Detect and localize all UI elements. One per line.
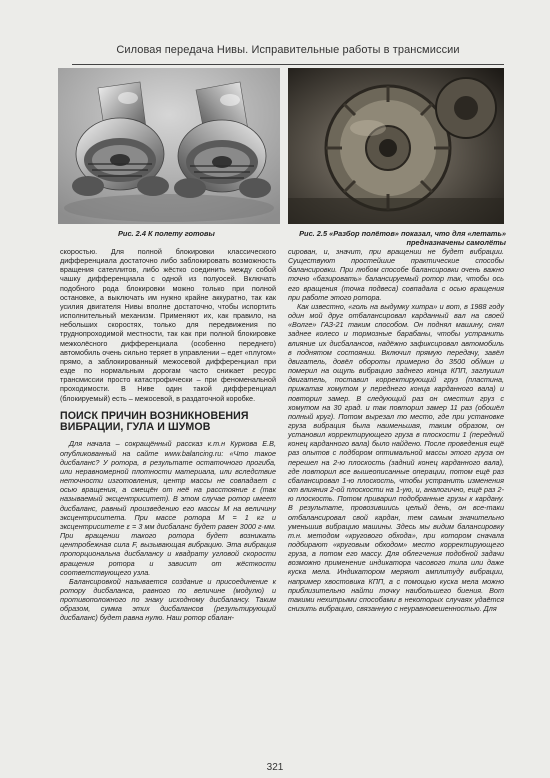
paragraph: Балансировкой называется создание и присоединение к ротору дисбаланса, равного по величине (модулю) и противоположного по знаку исходному дисбалансу. Таким образом, сумма этих дисбалансов (результирующий дисбаланс) будет равна нулю. Наш ротор сбалан- xyxy=(60,576,276,623)
differentials-illustration xyxy=(58,68,280,224)
section-heading: ПОИСК ПРИЧИН ВОЗНИКНОВЕНИЯ ВИБРАЦИИ, ГУЛА И ШУМОВ xyxy=(60,409,249,434)
paragraph: скоростью. Для полной блокировки классического дифференциала достаточно либо заблокировать возможность вращения сателлитов, либо жёстко соединить между собой чашку дифференциала с одной из полуосей. Включать подобного рода блокировки можно только при полной остановке, а выключать им нужно крайне аккуратно, так как усилия двигателя Нивы вполне достаточно, чтобы испортить исполнительный механизм. Применяют их, как правило, на небольших скоростях, только для передвижения по труднопроходимой местности, так как при полной блокировке межколёсного дифференциала (особенно переднего) автомобиль очень сильно теряет в управлении – едет «плугом» прямо, а заблокированный межосевой дифференциал при езде по нормальным дорогам часто снижает ресурс трансмиссии просто катастрофически – при феноменальной проходимости. В Ниве один такой дифференциал (блокируемый) есть – межосевой, в раздаточной коробке. xyxy=(60,247,276,403)
left-column xyxy=(60,247,276,623)
gears-illustration xyxy=(288,68,504,224)
running-header: Силовая передача Нивы. Исправительные работы в трансмиссии xyxy=(116,44,460,56)
right-column xyxy=(288,247,504,613)
figure-caption-2-5: Рис. 2.5 «Разбор полётов» показал, что для «летать» предназначены самолёты xyxy=(299,229,506,247)
page-number: 321 xyxy=(266,762,284,773)
paragraph: Как известно, «голь на выдумку хитра» и вот, в 1988 году один мой друг отбалансировал карданный вал на своей «Волге» ГАЗ-21 таким способом. Он поднял машину, снял заднее колесо и тормозные барабаны, чтобы устранить влияние их дисбалансов, надёжно зафиксировал автомобиль в поднятом состоянии. Включил прямую передачу, завёл двигатель, довёл обороты примерно до 3500 об/мин и померил на ощупь вибрацию заднего конца КПП, заглушил двигатель, поставил корректирующий груз (пластина, прижатая хомутом у переднего конца карданного вала) и повторил замер. В следующий раз он сместил груз с хомутом на 30 град. и так повторил замер 11 раз (обошёл полный круг). Потом вырезал то место, где при установке груза вибрация была наименьшая, таким образом, он установил корректирующего груза в плоскости 1 (передний конец карданного вала) было найдено. После проведения ещё раз опытов с подбором оптимальной массы этого груза он перешел на 2-ю плоскость (задний конец карданного вала), где повторил все вышеописанные операции, потом ещё раз сбалансировал 1-ю плоскость, чтобы устранить изменения от влияния 2-ой плоскости на 1-ую, и, аналогично, ещё раз 2-ю плоскость. Потом приварил подобранные грузы к кардану. В результате, провозившись целый день, он все-таки отбалансировал свой кардан, тем самым значительно уменьшив вибрацию машины. Здесь мы видим балансировку т.н. методом «кругового обхода», при котором сначала подбирают «круговым обходом» место корректирующего груза, а потом его массу. Для облегчения подобной задачи возможно применение индикатора часового типа или даже куска мела. Индикатором меряют амплитуду вибрации, например хвостовика КПП, а с помощью куска мела можно приблизительно найти точку наибольшего биения. Вот такими нехитрыми способами в некоторых случаях удаётся снизить вибрацию, связанную с неуравновешенностью. Для xyxy=(288,301,504,614)
figure-caption-2-4: Рис. 2.4 К полету готовы xyxy=(118,229,215,238)
header-rule xyxy=(72,64,504,65)
paragraph: сирован, и, значит, при вращении не будет вибрации. Существуют простейшие практические способы балансировки. При любом способе балансировки очень важно точно «базировать» балансируемый ротор так, чтобы ось его вращения (точка подвеса) совпадала с осью вращения при работе этого ротора. xyxy=(288,247,504,302)
gears-photo xyxy=(288,68,504,224)
differentials-photo xyxy=(58,68,280,224)
paragraph: Для начала – сокращённый рассказ к.т.н Куркова Е.В, опубликованный на сайте www.balancing.ru: «Что такое дисбаланс? У ротора, в результате остаточного прогиба, или неравномерной плотности материала, или вследствие неточности изготовления, центр массы не совпадает с осью вращения, а смещён от неё на расстояние ε (так называемый эксцентриситет). В этом случае ротор имеет дисбаланс, равный произведению его массы M на величину эксцентриситета. При массе ротора M = 1 кг и эксцентриситете ε = 3 мм дисбаланс будет равен 3000 г·мм. При вращении такого ротора будет возникать центробежная сила F, вызывающая вибрацию. Эта вибрация пропорциональна дисбалансу и квадрату угловой скорости вращения ротора и зависит от жёсткости соответствующего узла. xyxy=(60,439,276,577)
